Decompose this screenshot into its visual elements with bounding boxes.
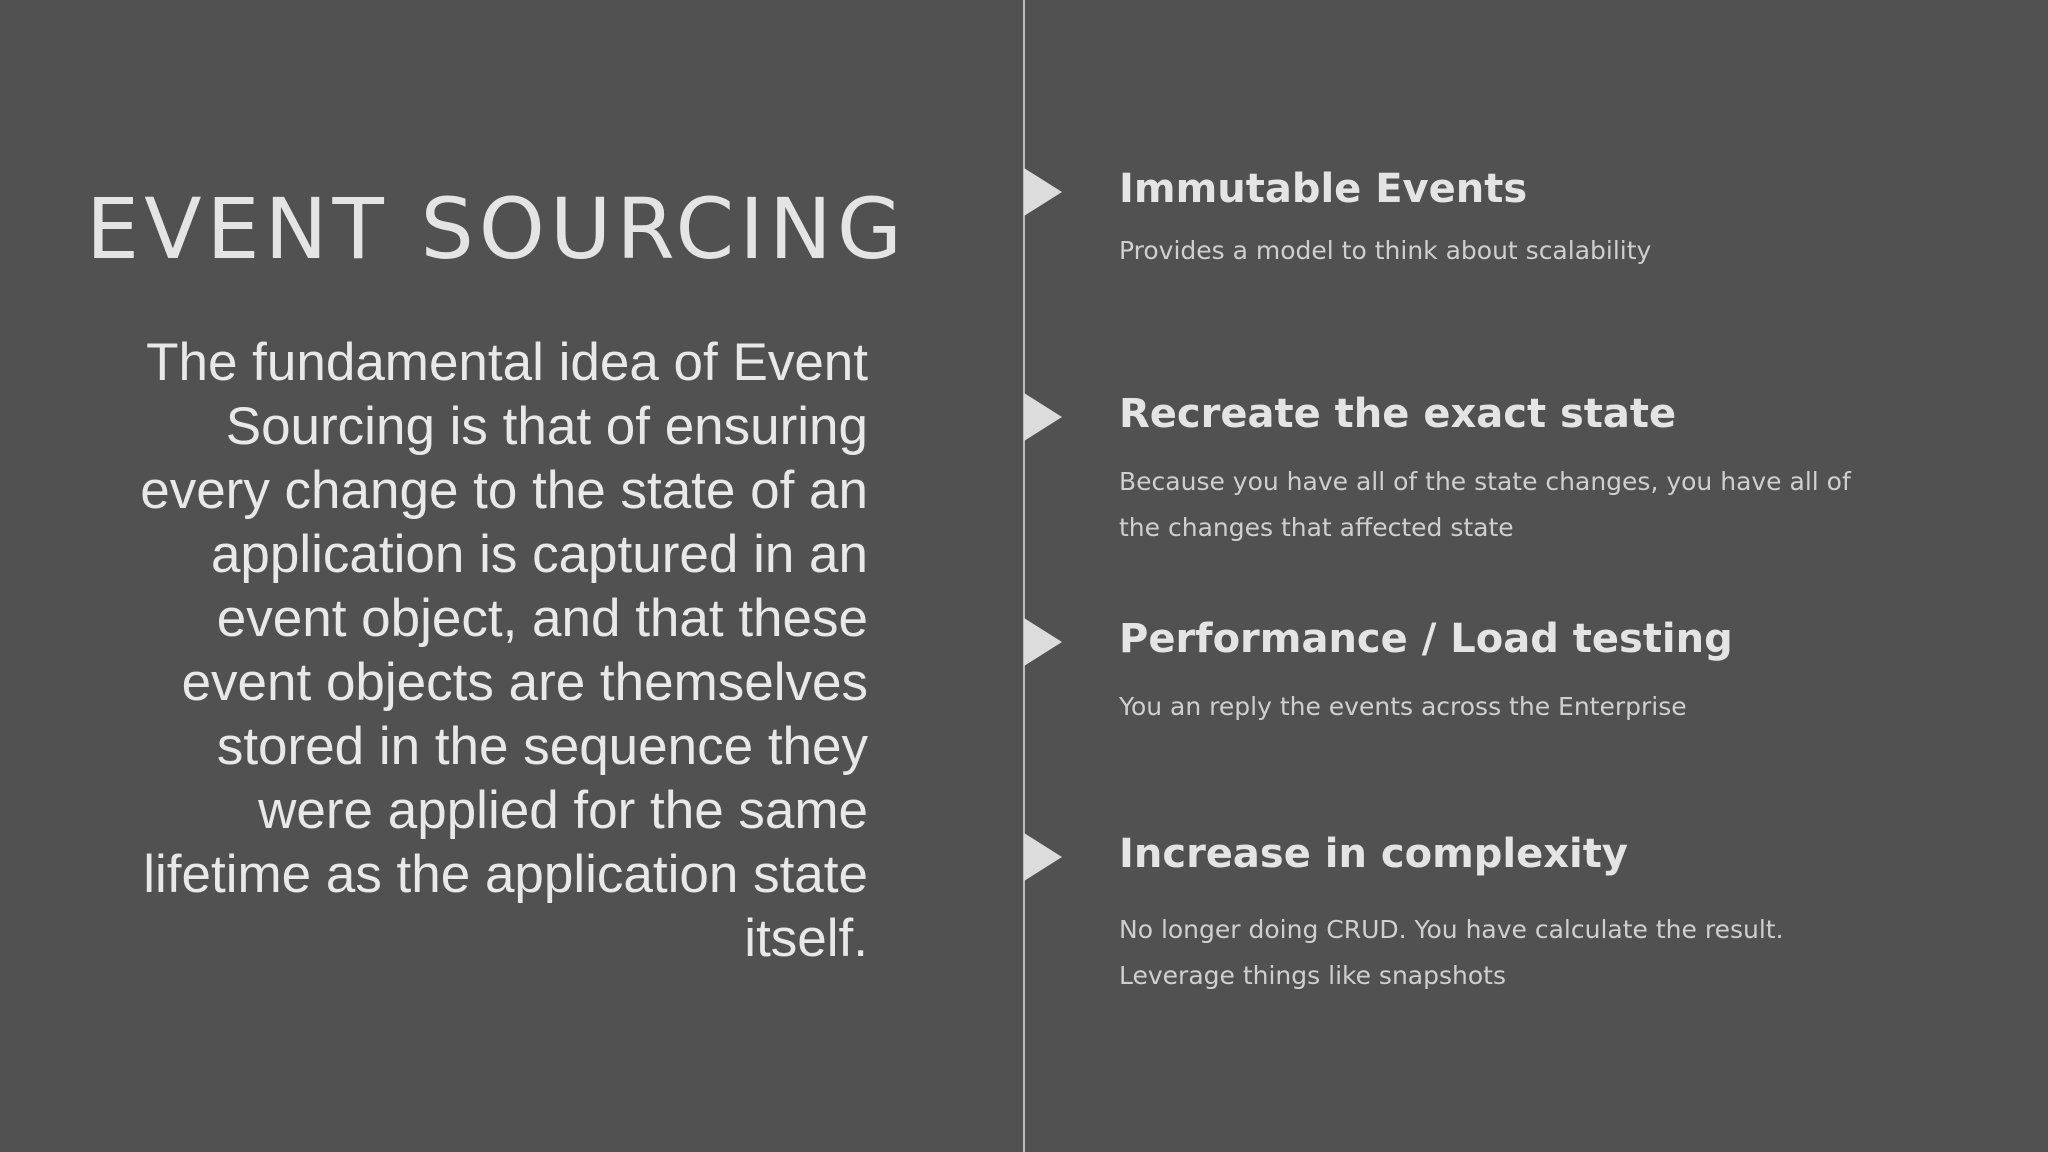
triangle-marker-icon [1024,168,1062,216]
point-heading-immutable-events: Immutable Events [1119,166,1528,212]
point-text-complexity: No longer doing CRUD. You have calculate the result. Leverage things like snapshots [1119,915,1784,990]
point-text-immutable-events: Provides a model to think about scalability [1119,236,1652,265]
point-heading-performance-testing: Performance / Load testing [1119,616,1733,662]
point-text-recreate-state: Because you have all of the state changes, you have all of the changes that affected state [1119,467,1851,542]
slide-description: The fundamental idea of Event Sourcing is that of ensuring every change to the state of an application is captured in an event object, and that these event objects are themselves stored in the sequence they were applied for the same lifetime as the application state itself. [140,333,868,968]
point-text-performance-testing: You an reply the events across the Enterprise [1119,692,1687,721]
triangle-marker-icon [1024,833,1062,881]
triangle-marker-icon [1024,393,1062,441]
point-heading-recreate-state: Recreate the exact state [1119,391,1677,437]
triangle-marker-icon [1024,618,1062,666]
slide-title: EVENT SOURCING [86,180,907,278]
point-heading-complexity: Increase in complexity [1119,831,1628,877]
